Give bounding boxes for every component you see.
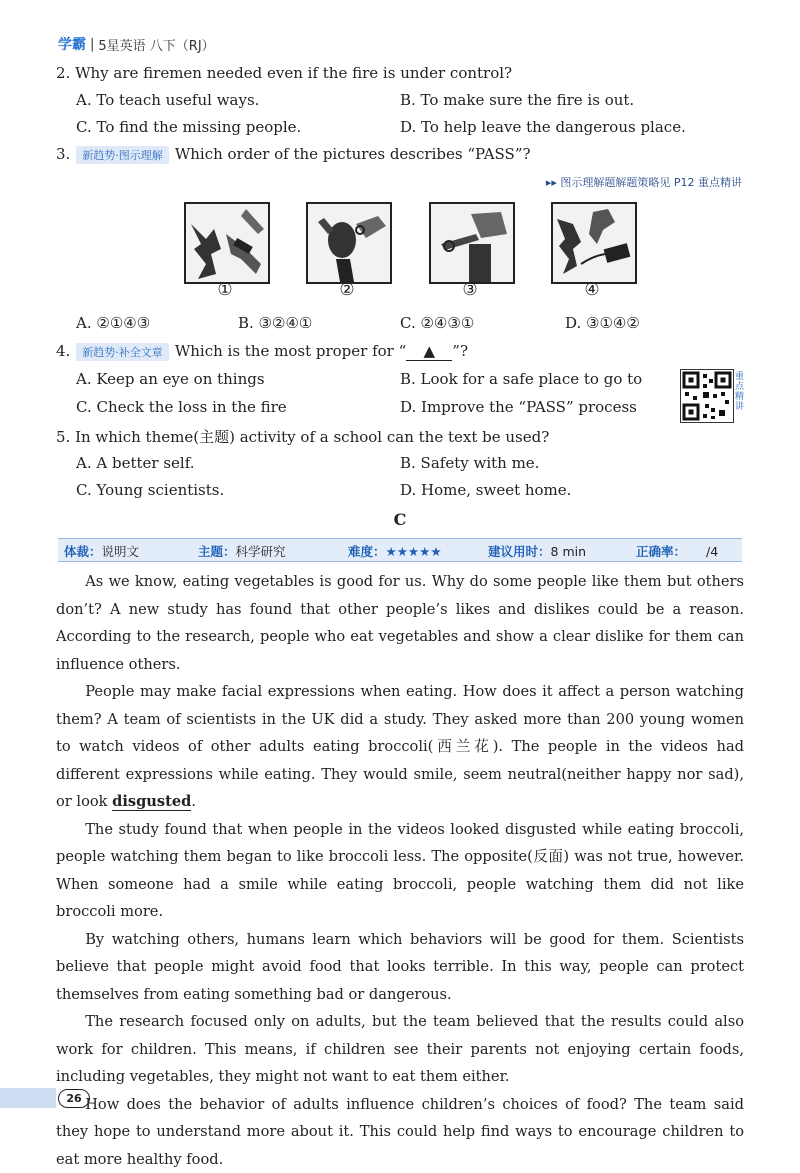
passage bbox=[56, 568, 744, 1173]
difficulty: 难度：★★★★★ bbox=[348, 542, 442, 560]
accuracy: 正确率： /4 bbox=[636, 542, 718, 560]
section-heading: C bbox=[0, 510, 800, 529]
q3-option-a: A. ②①④③ bbox=[76, 314, 150, 332]
passage-info-bar bbox=[58, 538, 742, 562]
qr-code-icon bbox=[681, 370, 733, 422]
page-header bbox=[58, 34, 215, 54]
q2-option-a: A. To teach useful ways. bbox=[76, 91, 259, 109]
q5-option-a: A. A better self. bbox=[76, 454, 194, 472]
q2-option-b: B. To make sure the fire is out. bbox=[400, 91, 634, 109]
q5-option-c: C. Young scientists. bbox=[76, 481, 224, 499]
q2-stem: 2. Why are firemen needed even if the fire is under control? bbox=[56, 64, 512, 82]
q5-stem: 5. In which theme(主题) activity of a school can the text be used? bbox=[56, 426, 549, 447]
q4-option-b: B. Look for a safe place to go to bbox=[400, 370, 642, 388]
q4-stem: Which is the most proper for “ bbox=[175, 342, 406, 360]
picture-4-label: ④ bbox=[577, 280, 607, 300]
picture-3 bbox=[429, 202, 515, 284]
picture-4 bbox=[551, 202, 637, 284]
q4-number: 4. bbox=[56, 342, 70, 360]
picture-1 bbox=[184, 202, 270, 284]
q2-option-c: C. To find the missing people. bbox=[76, 118, 301, 136]
q4-blank: ▲ bbox=[406, 342, 452, 361]
q4-stem-line bbox=[56, 342, 468, 361]
brand-logo: 学霸 bbox=[58, 34, 86, 54]
q3-option-d: D. ③①④② bbox=[565, 314, 640, 332]
q4-tag: 新趋势·补全文章 bbox=[76, 343, 169, 361]
picture-2-label: ② bbox=[332, 280, 362, 300]
passage-paragraph-4: By watching others, humans learn which behaviors will be good for them. Scientists believe that people might avoid food that looks terrible. In this way, people can protect themselves from eating something bad or dangerous. bbox=[56, 926, 744, 1009]
q3-tag: 新趋势·图示理解 bbox=[76, 146, 169, 164]
page-edge-bar bbox=[0, 1088, 56, 1108]
picture-2 bbox=[306, 202, 392, 284]
q3-stem: Which order of the pictures describes “PASS”? bbox=[175, 145, 531, 163]
q5-option-b: B. Safety with me. bbox=[400, 454, 539, 472]
q4-stem-end: ”? bbox=[452, 342, 468, 360]
page-number: 26 bbox=[58, 1089, 90, 1108]
passage-paragraph-3: The study found that when people in the videos looked disgusted while eating broccoli, people watching them began to like broccoli less. The opposite(反面) was not true, however. When someone had a smile while eating broccoli, people watching them did not like broccoli more. bbox=[56, 816, 744, 926]
sweep-side-to-side-illustration bbox=[553, 204, 635, 282]
genre: 体裁：说明文 bbox=[64, 542, 139, 560]
book-title: 5星英语 八下（RJ） bbox=[98, 35, 214, 54]
q3-stem-line bbox=[56, 145, 531, 164]
theme: 主题：科学研究 bbox=[198, 542, 286, 560]
q4-option-d: D. Improve the “PASS” process bbox=[400, 398, 637, 416]
squeeze-lever-illustration bbox=[431, 204, 513, 282]
difficulty-stars: ★★★★★ bbox=[386, 544, 442, 559]
q2-option-d: D. To help leave the dangerous place. bbox=[400, 118, 686, 136]
passage-paragraph-1: As we know, eating vegetables is good for us. Why do some people like them but others don’t? A new study has found that other people’s likes and dislikes could be a reason. According to the research, people who eat vegetables and show a clear dislike for them can influence others. bbox=[56, 568, 744, 678]
qr-label: 重点精讲 bbox=[735, 372, 747, 412]
divider: | bbox=[90, 37, 94, 52]
q5-option-d: D. Home, sweet home. bbox=[400, 481, 571, 499]
q4-option-c: C. Check the loss in the fire bbox=[76, 398, 287, 416]
pull-pin-illustration bbox=[308, 204, 390, 282]
q4-option-a: A. Keep an eye on things bbox=[76, 370, 265, 388]
fire-extinguisher-aim-illustration bbox=[186, 204, 268, 282]
passage-paragraph-2: People may make facial expressions when eating. How does it affect a person watching them? A team of scientists in the UK did a study. They asked more than 200 young women to watch videos of other adults eating broccoli(西兰花). The people in the videos had different expressions while eating. They would smile, seem neutral(neither happy nor sad), or look disgusted. bbox=[56, 678, 744, 816]
q3-number: 3. bbox=[56, 145, 70, 163]
picture-3-label: ③ bbox=[455, 280, 485, 300]
suggested-time: 建议用时：8 min bbox=[488, 542, 586, 560]
q3-option-b: B. ③②④① bbox=[238, 314, 312, 332]
picture-1-label: ① bbox=[210, 280, 240, 300]
passage-paragraph-5: The research focused only on adults, but the team believed that the results could also work for children. This means, if children see their parents not enjoying certain foods, including vegetables, they might not want to eat them either. bbox=[56, 1008, 744, 1091]
underlined-word: disgusted bbox=[112, 793, 191, 811]
q3-option-c: C. ②④③① bbox=[400, 314, 474, 332]
q3-reference: ▸▸ 图示理解题解题策略见 P12 重点精讲 bbox=[546, 174, 742, 190]
passage-paragraph-6: How does the behavior of adults influence children’s choices of food? The team said they hope to understand more about it. This could help find ways to encourage children to eat more healthy food. bbox=[56, 1091, 744, 1173]
qr-code[interactable] bbox=[680, 369, 734, 423]
